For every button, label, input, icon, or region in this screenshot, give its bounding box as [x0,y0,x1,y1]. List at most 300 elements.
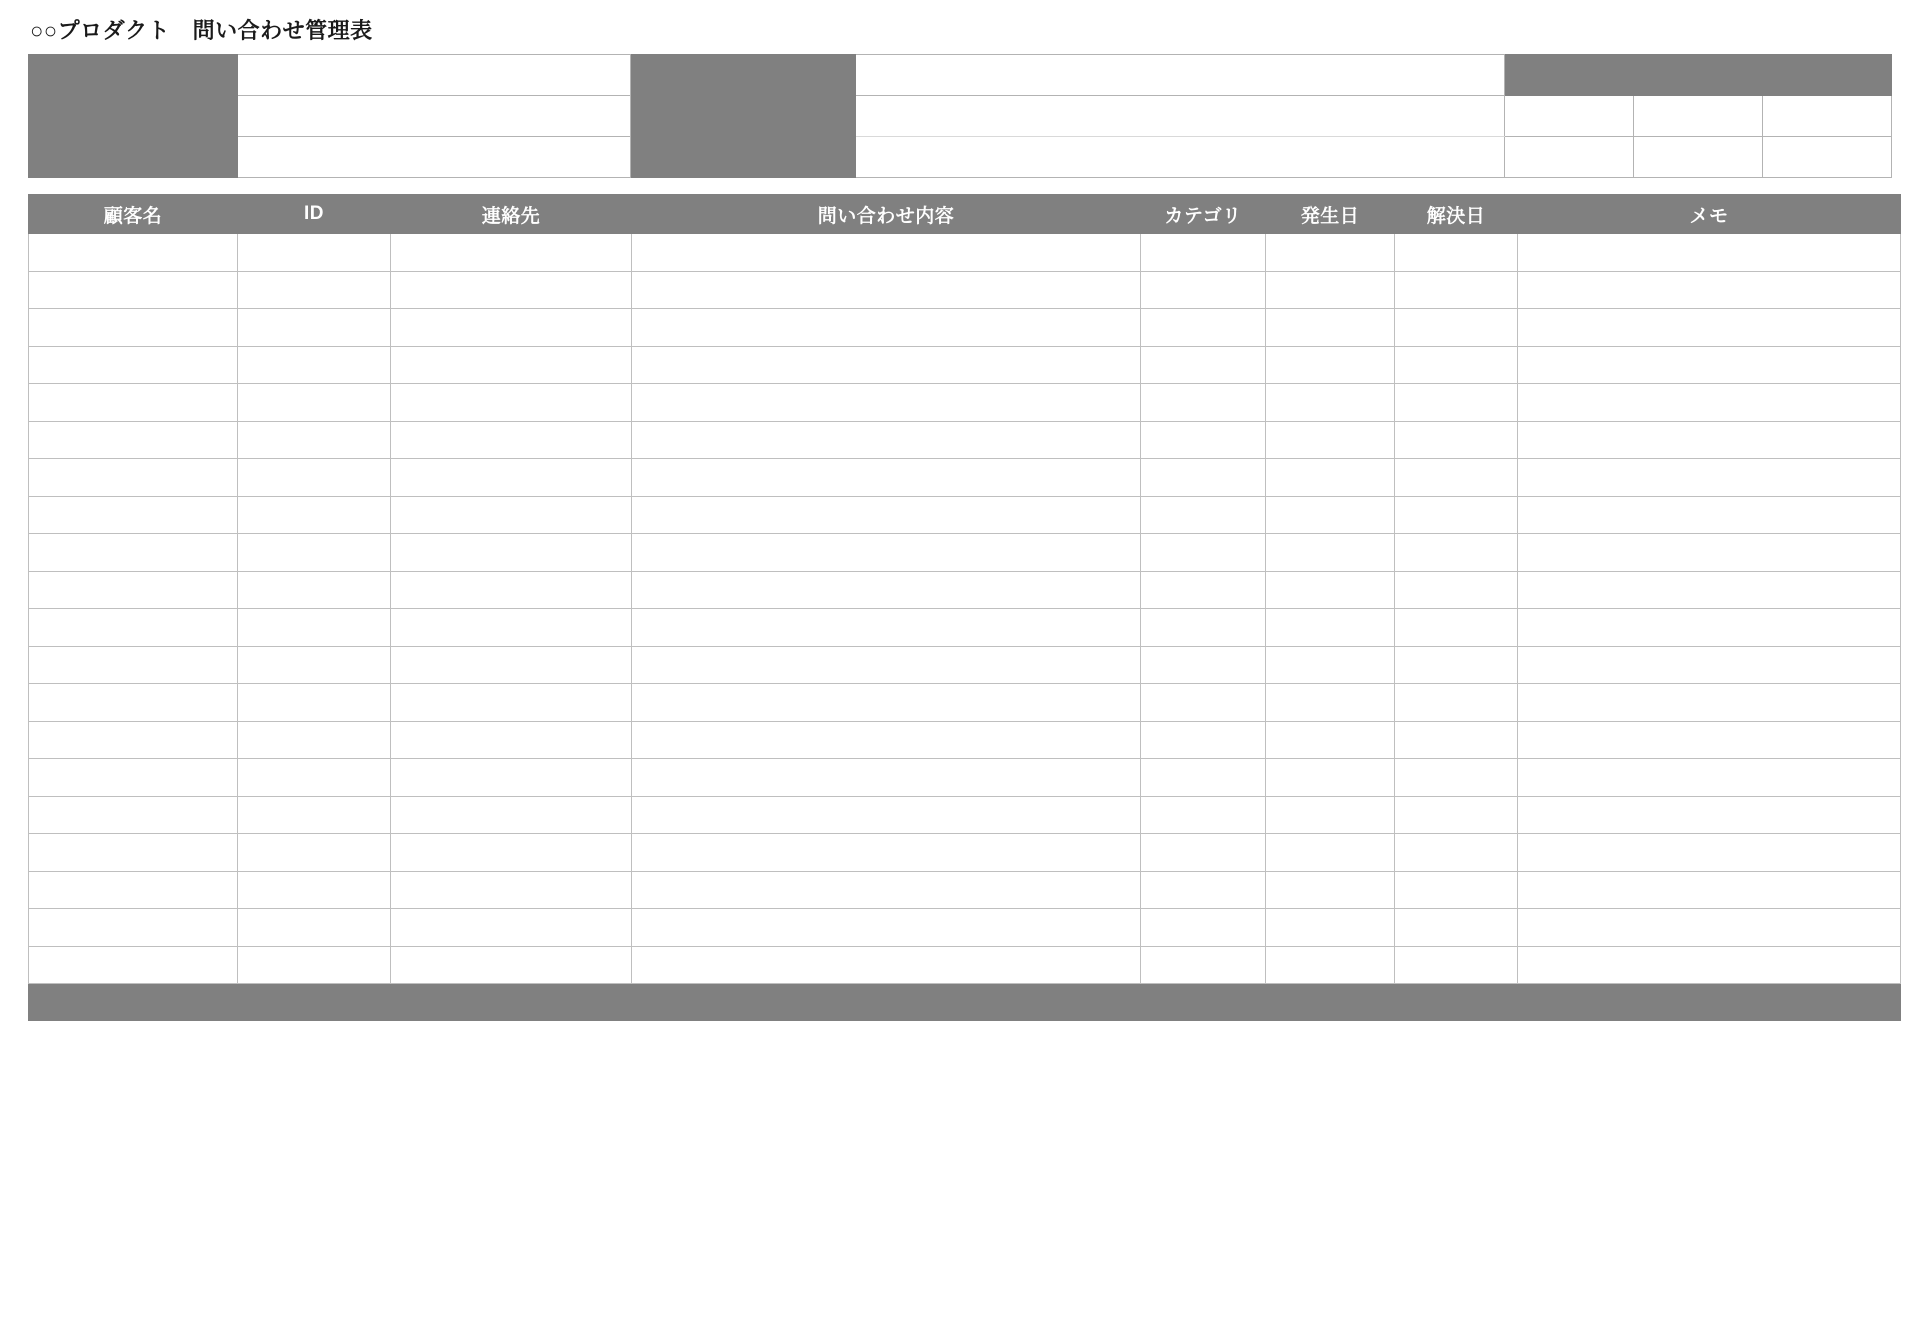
footer-cell-id [238,984,391,1021]
summary-label-cell-4 [631,96,856,137]
cell-inquiry-body-text [632,684,1140,721]
cell-id[interactable] [238,646,391,684]
cell-contact[interactable] [391,496,632,534]
summary-value-cell-6[interactable] [856,137,1505,178]
summary-extra-cell-7[interactable] [1505,137,1634,178]
cell-category-text [1141,722,1265,759]
cell-contact[interactable] [391,271,632,309]
cell-memo-text [1518,272,1900,309]
summary-value-cell-1[interactable] [238,55,631,96]
cell-category[interactable] [1141,834,1266,872]
cell-occurred-date-text [1266,834,1394,871]
cell-resolved-date-text [1395,947,1517,984]
cell-id[interactable] [238,946,391,984]
cell-contact[interactable] [391,534,632,572]
cell-inquiry-body[interactable] [632,384,1141,422]
cell-inquiry-body[interactable] [632,646,1141,684]
summary-label-cell-1 [29,55,238,96]
cell-category-text [1141,497,1265,534]
cell-occurred-date-text [1266,572,1394,609]
cell-inquiry-body[interactable] [632,421,1141,459]
cell-memo-text [1518,234,1900,271]
cell-inquiry-body-text [632,759,1140,796]
cell-resolved-date-text [1395,534,1517,571]
cell-category-text [1141,909,1265,946]
cell-customer-name[interactable] [29,271,238,309]
cell-occurred-date[interactable] [1266,759,1395,797]
cell-contact[interactable] [391,909,632,947]
cell-category[interactable] [1141,871,1266,909]
cell-category-text [1141,234,1265,271]
cell-occurred-date-text [1266,347,1394,384]
cell-occurred-date-text [1266,609,1394,646]
cell-resolved-date[interactable] [1395,459,1518,497]
cell-id-text [238,834,390,871]
summary-label-cell-6 [631,137,856,178]
cell-memo[interactable] [1518,871,1901,909]
cell-id-text [238,272,390,309]
cell-id[interactable] [238,496,391,534]
cell-contact-text [391,834,631,871]
cell-occurred-date[interactable] [1266,721,1395,759]
cell-category[interactable] [1141,384,1266,422]
cell-contact[interactable] [391,234,632,272]
cell-category-text [1141,947,1265,984]
cell-occurred-date[interactable] [1266,946,1395,984]
cell-inquiry-body-text [632,422,1140,459]
summary-extra-cell-2 [1634,55,1763,96]
cell-resolved-date[interactable] [1395,834,1518,872]
cell-contact[interactable] [391,684,632,722]
cell-memo[interactable] [1518,834,1901,872]
table-row [29,871,1901,909]
cell-id[interactable] [238,534,391,572]
cell-id-text [238,422,390,459]
cell-customer-name[interactable] [29,346,238,384]
cell-resolved-date[interactable] [1395,909,1518,947]
cell-category-text [1141,309,1265,346]
cell-id-text [238,309,390,346]
cell-category[interactable] [1141,721,1266,759]
cell-resolved-date[interactable] [1395,759,1518,797]
cell-contact[interactable] [391,384,632,422]
cell-customer-name[interactable] [29,834,238,872]
cell-category-text [1141,834,1265,871]
cell-category-text [1141,647,1265,684]
cell-resolved-date[interactable] [1395,534,1518,572]
cell-inquiry-body[interactable] [632,759,1141,797]
cell-occurred-date-text [1266,947,1394,984]
cell-inquiry-body-text [632,534,1140,571]
cell-customer-name[interactable] [29,796,238,834]
cell-customer-name[interactable] [29,646,238,684]
cell-memo[interactable] [1518,721,1901,759]
cell-occurred-date[interactable] [1266,384,1395,422]
cell-memo-text [1518,722,1900,759]
cell-id[interactable] [238,796,391,834]
cell-id[interactable] [238,421,391,459]
cell-inquiry-body-text [632,459,1140,496]
cell-contact-text [391,947,631,984]
cell-inquiry-body-text [632,347,1140,384]
cell-inquiry-body-text [632,647,1140,684]
cell-contact-text [391,572,631,609]
cell-memo[interactable] [1518,796,1901,834]
cell-id[interactable] [238,309,391,347]
cell-contact-text [391,422,631,459]
cell-customer-name-text [29,647,237,684]
cell-resolved-date-text [1395,459,1517,496]
cell-id[interactable] [238,609,391,647]
cell-id-text [238,759,390,796]
cell-customer-name[interactable] [29,496,238,534]
column-header-memo: メモ [1518,195,1901,234]
cell-inquiry-body[interactable] [632,534,1141,572]
table-row [29,796,1901,834]
cell-category-text [1141,684,1265,721]
cell-occurred-date[interactable] [1266,909,1395,947]
cell-memo[interactable] [1518,946,1901,984]
cell-category[interactable] [1141,534,1266,572]
cell-contact-text [391,459,631,496]
table-row [29,609,1901,647]
cell-memo-text [1518,834,1900,871]
cell-contact-text [391,347,631,384]
cell-inquiry-body[interactable] [632,271,1141,309]
cell-id-text [238,947,390,984]
cell-memo[interactable] [1518,421,1901,459]
cell-occurred-date[interactable] [1266,534,1395,572]
cell-id[interactable] [238,384,391,422]
cell-occurred-date-text [1266,722,1394,759]
cell-resolved-date-text [1395,722,1517,759]
cell-id-text [238,872,390,909]
column-header-occurred-date: 発生日 [1266,195,1395,234]
table-row [29,384,1901,422]
cell-customer-name[interactable] [29,309,238,347]
cell-id[interactable] [238,834,391,872]
cell-inquiry-body-text [632,797,1140,834]
cell-memo-text [1518,684,1900,721]
cell-resolved-date[interactable] [1395,234,1518,272]
cell-contact[interactable] [391,871,632,909]
cell-contact[interactable] [391,796,632,834]
cell-id-text [238,722,390,759]
footer-cell-occurred-date [1266,984,1395,1021]
cell-memo[interactable] [1518,759,1901,797]
column-header-resolved-date: 解決日 [1395,195,1518,234]
cell-resolved-date-text [1395,309,1517,346]
cell-resolved-date[interactable] [1395,271,1518,309]
cell-memo-text [1518,759,1900,796]
cell-contact[interactable] [391,309,632,347]
cell-customer-name-text [29,572,237,609]
cell-inquiry-body[interactable] [632,459,1141,497]
cell-inquiry-body[interactable] [632,234,1141,272]
cell-memo[interactable] [1518,459,1901,497]
cell-inquiry-body[interactable] [632,796,1141,834]
cell-resolved-date[interactable] [1395,571,1518,609]
cell-resolved-date-text [1395,422,1517,459]
cell-inquiry-body[interactable] [632,496,1141,534]
summary-extra-cell-5[interactable] [1634,96,1763,137]
cell-occurred-date[interactable] [1266,496,1395,534]
summary-value-cell-4[interactable] [856,96,1505,137]
cell-category-text [1141,459,1265,496]
cell-category[interactable] [1141,234,1266,272]
cell-occurred-date[interactable] [1266,346,1395,384]
cell-customer-name[interactable] [29,684,238,722]
cell-inquiry-body-text [632,572,1140,609]
cell-memo[interactable] [1518,346,1901,384]
column-header-category: カテゴリ [1141,195,1266,234]
cell-inquiry-body-text [632,272,1140,309]
cell-id[interactable] [238,271,391,309]
cell-resolved-date-text [1395,572,1517,609]
cell-customer-name[interactable] [29,421,238,459]
cell-occurred-date[interactable] [1266,571,1395,609]
cell-memo[interactable] [1518,271,1901,309]
cell-customer-name[interactable] [29,384,238,422]
cell-customer-name-text [29,459,237,496]
cell-resolved-date-text [1395,834,1517,871]
cell-resolved-date-text [1395,497,1517,534]
cell-occurred-date-text [1266,759,1394,796]
cell-occurred-date[interactable] [1266,271,1395,309]
cell-memo[interactable] [1518,609,1901,647]
cell-occurred-date[interactable] [1266,609,1395,647]
cell-category[interactable] [1141,946,1266,984]
cell-occurred-date-text [1266,422,1394,459]
cell-resolved-date[interactable] [1395,721,1518,759]
cell-id[interactable] [238,234,391,272]
cell-inquiry-body[interactable] [632,909,1141,947]
cell-memo-text [1518,534,1900,571]
cell-id[interactable] [238,459,391,497]
cell-customer-name-text [29,872,237,909]
cell-memo[interactable] [1518,534,1901,572]
cell-inquiry-body-text [632,309,1140,346]
cell-inquiry-body[interactable] [632,571,1141,609]
cell-resolved-date[interactable] [1395,609,1518,647]
cell-resolved-date[interactable] [1395,384,1518,422]
table-footer-row [29,984,1901,1021]
cell-memo[interactable] [1518,909,1901,947]
cell-customer-name-text [29,272,237,309]
cell-inquiry-body[interactable] [632,721,1141,759]
cell-inquiry-body[interactable] [632,871,1141,909]
cell-memo[interactable] [1518,309,1901,347]
cell-customer-name[interactable] [29,909,238,947]
cell-customer-name-text [29,759,237,796]
cell-occurred-date-text [1266,497,1394,534]
cell-occurred-date[interactable] [1266,796,1395,834]
cell-memo-text [1518,422,1900,459]
cell-occurred-date[interactable] [1266,234,1395,272]
cell-inquiry-body[interactable] [632,946,1141,984]
cell-customer-name[interactable] [29,871,238,909]
cell-inquiry-body[interactable] [632,684,1141,722]
cell-customer-name-text [29,684,237,721]
cell-occurred-date[interactable] [1266,871,1395,909]
cell-id[interactable] [238,721,391,759]
cell-contact[interactable] [391,421,632,459]
cell-customer-name[interactable] [29,571,238,609]
cell-customer-name[interactable] [29,721,238,759]
cell-resolved-date-text [1395,909,1517,946]
cell-occurred-date-text [1266,684,1394,721]
table-row [29,496,1901,534]
cell-memo[interactable] [1518,646,1901,684]
cell-customer-name-text [29,234,237,271]
cell-resolved-date[interactable] [1395,496,1518,534]
cell-resolved-date[interactable] [1395,421,1518,459]
cell-category-text [1141,609,1265,646]
cell-customer-name[interactable] [29,459,238,497]
cell-resolved-date[interactable] [1395,646,1518,684]
cell-customer-name-text [29,534,237,571]
cell-occurred-date[interactable] [1266,459,1395,497]
cell-inquiry-body[interactable] [632,609,1141,647]
cell-contact[interactable] [391,759,632,797]
cell-category-text [1141,572,1265,609]
cell-resolved-date[interactable] [1395,946,1518,984]
cell-contact[interactable] [391,946,632,984]
cell-customer-name[interactable] [29,534,238,572]
cell-id[interactable] [238,684,391,722]
table-row [29,271,1901,309]
cell-category[interactable] [1141,271,1266,309]
cell-id[interactable] [238,571,391,609]
cell-occurred-date[interactable] [1266,309,1395,347]
cell-category[interactable] [1141,796,1266,834]
summary-label-cell-3 [29,96,238,137]
cell-id[interactable] [238,871,391,909]
summary-table [28,54,1892,178]
cell-occurred-date[interactable] [1266,834,1395,872]
cell-category[interactable] [1141,459,1266,497]
cell-occurred-date[interactable] [1266,421,1395,459]
summary-extra-cell-6[interactable] [1763,96,1892,137]
cell-memo[interactable] [1518,234,1901,272]
cell-id[interactable] [238,909,391,947]
cell-occurred-date-text [1266,872,1394,909]
cell-contact[interactable] [391,346,632,384]
cell-contact[interactable] [391,571,632,609]
cell-resolved-date-text [1395,759,1517,796]
cell-inquiry-body[interactable] [632,309,1141,347]
summary-value-cell-2[interactable] [856,55,1505,96]
table-row [29,571,1901,609]
cell-category[interactable] [1141,646,1266,684]
cell-contact-text [391,309,631,346]
cell-memo[interactable] [1518,684,1901,722]
summary-extra-cell-8[interactable] [1634,137,1763,178]
cell-resolved-date[interactable] [1395,796,1518,834]
cell-occurred-date[interactable] [1266,646,1395,684]
cell-customer-name[interactable] [29,946,238,984]
cell-resolved-date[interactable] [1395,871,1518,909]
cell-id[interactable] [238,346,391,384]
cell-category[interactable] [1141,609,1266,647]
cell-resolved-date-text [1395,797,1517,834]
summary-value-cell-3[interactable] [238,96,631,137]
cell-inquiry-body[interactable] [632,834,1141,872]
summary-extra-cell-9[interactable] [1763,137,1892,178]
cell-contact-text [391,722,631,759]
cell-customer-name-text [29,347,237,384]
cell-category[interactable] [1141,421,1266,459]
cell-memo-text [1518,609,1900,646]
cell-id[interactable] [238,759,391,797]
cell-memo[interactable] [1518,496,1901,534]
summary-value-cell-5[interactable] [238,137,631,178]
cell-memo-text [1518,384,1900,421]
cell-occurred-date[interactable] [1266,684,1395,722]
cell-customer-name-text [29,797,237,834]
cell-category[interactable] [1141,759,1266,797]
cell-resolved-date-text [1395,684,1517,721]
cell-category[interactable] [1141,571,1266,609]
cell-customer-name[interactable] [29,759,238,797]
cell-memo-text [1518,497,1900,534]
cell-resolved-date[interactable] [1395,346,1518,384]
cell-contact-text [391,759,631,796]
footer-cell-inquiry-body [632,984,1141,1021]
column-header-customer-name: 顧客名 [29,195,238,234]
cell-contact-text [391,534,631,571]
cell-contact[interactable] [391,609,632,647]
cell-customer-name-text [29,609,237,646]
footer-cell-resolved-date [1395,984,1518,1021]
summary-extra-cell-4[interactable] [1505,96,1634,137]
cell-category[interactable] [1141,909,1266,947]
cell-category[interactable] [1141,684,1266,722]
summary-row [29,96,1892,137]
cell-contact-text [391,684,631,721]
column-header-inquiry-body: 問い合わせ内容 [632,195,1141,234]
cell-category[interactable] [1141,309,1266,347]
cell-memo-text [1518,309,1900,346]
cell-contact-text [391,647,631,684]
cell-contact[interactable] [391,721,632,759]
cell-customer-name[interactable] [29,609,238,647]
cell-contact[interactable] [391,646,632,684]
cell-contact[interactable] [391,459,632,497]
cell-id-text [238,459,390,496]
cell-category-text [1141,272,1265,309]
cell-category[interactable] [1141,496,1266,534]
cell-memo-text [1518,347,1900,384]
cell-customer-name-text [29,422,237,459]
cell-category[interactable] [1141,346,1266,384]
cell-id-text [238,797,390,834]
column-header-id: ID [238,195,391,234]
cell-inquiry-body[interactable] [632,346,1141,384]
cell-resolved-date[interactable] [1395,684,1518,722]
cell-inquiry-body-text [632,872,1140,909]
cell-contact-text [391,234,631,271]
cell-resolved-date[interactable] [1395,309,1518,347]
table-row [29,684,1901,722]
cell-customer-name[interactable] [29,234,238,272]
cell-occurred-date-text [1266,909,1394,946]
cell-memo[interactable] [1518,384,1901,422]
cell-contact[interactable] [391,834,632,872]
cell-memo[interactable] [1518,571,1901,609]
cell-id-text [238,609,390,646]
cell-id-text [238,909,390,946]
